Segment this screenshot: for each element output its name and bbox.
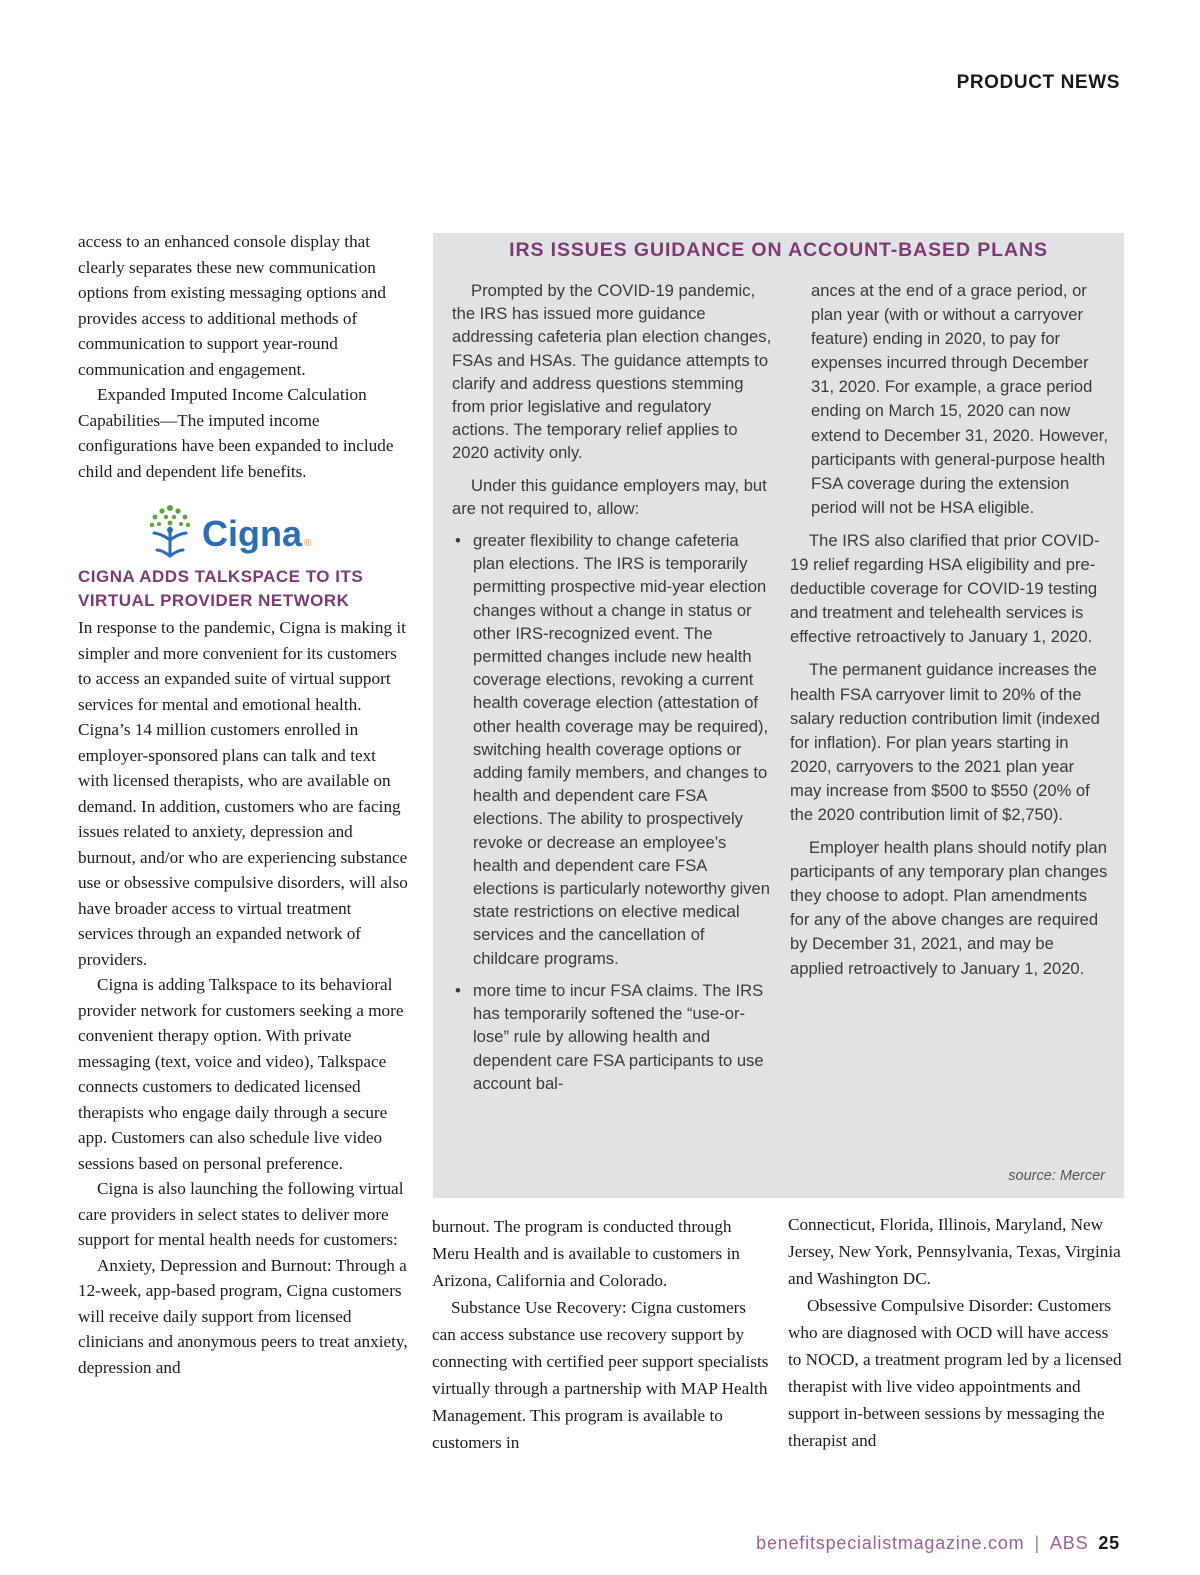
left-column-continued: [78, 229, 410, 484]
list-item-text: more time to incur FSA claims. The IRS has temporarily softened the “use-or-lose” rule by allowing health and dependent care FSA participants to use account bal-: [473, 980, 764, 1093]
paragraph: burnout. The program is conducted through Meru Health and is available to customers in Arizona, California and Colorado.: [432, 1217, 740, 1290]
footer-publication: ABS: [1049, 1533, 1089, 1553]
source-credit: source: Mercer: [1008, 1168, 1105, 1184]
paragraph: Connecticut, Florida, Illinois, Maryland, New Jersey, New York, Pennsylvania, Texas, Virginia and Washington DC.: [788, 1215, 1121, 1288]
page-footer: [756, 1533, 1120, 1554]
footer-separator: |: [1034, 1533, 1040, 1553]
paragraph: Obsessive Compulsive Disorder: Customers who are diagnosed with OCD will have access to NOCD, a treatment program led by a licensed therapist with live video appointments and support in-between sessions by messaging the therapist and: [788, 1296, 1122, 1450]
irs-sidebar-box: [433, 233, 1124, 1198]
irs-box-column-1: [452, 279, 772, 1104]
cigna-continued-column-2: [788, 1211, 1123, 1454]
paragraph: Cigna is adding Talkspace to its behavioral provider network for customers seeking a more convenient therapy option. With private messaging (text, voice and video), Talkspace connects customers to dedicated licensed therapists who engage daily through a secure app. Customers can also schedule live video sessions based on personal preference.: [78, 975, 404, 1173]
section-label: PRODUCT NEWS: [956, 72, 1120, 93]
cigna-continued-column-1: [432, 1213, 770, 1456]
paragraph: Substance Use Recovery: Cigna customers can access substance use recovery support by connecting with certified peer support specialists virtually through a partnership with MAP Health Management. This program is available to customers in: [432, 1298, 769, 1452]
irs-box-column-2: [790, 279, 1110, 990]
tree-of-life-icon: [140, 500, 320, 562]
paragraph: The IRS also clarified that prior COVID-19 relief regarding HSA eligibility and pre-deductible coverage for COVID-19 testing and treatment and telehealth services is effective retroactively to January 1, 2020.: [790, 530, 1100, 647]
paragraph: Prompted by the COVID-19 pandemic, the IRS has issued more guidance addressing cafeteria plan election changes, FSAs and HSAs. The guidance attempts to clarify and address questions stemming from prior legislative and regulatory actions. The temporary relief applies to 2020 activity only.: [452, 281, 772, 463]
cigna-article-body: [78, 615, 410, 1380]
paragraph: Under this guidance employers may, but are not required to, allow:: [452, 475, 767, 518]
bullet-icon: •: [455, 531, 461, 551]
registered-mark: ®: [304, 538, 312, 549]
bullet-list: [452, 529, 772, 1095]
irs-box-title: IRS ISSUES GUIDANCE ON ACCOUNT-BASED PLANS: [509, 239, 1048, 261]
cigna-article-heading: CIGNA ADDS TALKSPACE TO ITS VIRTUAL PROVIDER NETWORK: [78, 567, 364, 610]
list-item: [452, 979, 772, 1095]
list-item-text: greater flexibility to change cafeteria plan elections. The IRS is temporarily permitting prospective mid-year election changes without a change in status or other IRS-recognized event. The permitted changes include new health coverage elections, revoking a current health coverage election (attestation of other health coverage may be required), switching health coverage options or adding family members, and changes to health and dependent care FSA elections. The ability to prospectively revoke or decrease an employee’s health and dependent care FSA elections is particularly noteworthy given state restrictions on elective medical services and the cancellation of childcare programs.: [473, 531, 770, 968]
cigna-logo: [140, 500, 320, 562]
paragraph: Expanded Imputed Income Calculation Capabilities—The imputed income configurations have been expanded to include child and dependent life benefits.: [78, 385, 394, 481]
bullet-icon: •: [455, 980, 461, 1000]
paragraph: access to an enhanced console display that clearly separates these new communication options from existing messaging options and provides access to additional methods of communication to support year-round communication and engagement.: [78, 232, 386, 379]
paragraph: Employer health plans should notify plan participants of any temporary plan changes they choose to adopt. Plan amendments for any of the above changes are required by December 31, 2021, and may be applied retroactively to January 1, 2020.: [790, 838, 1108, 978]
paragraph: Anxiety, Depression and Burnout: Through a 12-week, app-based program, Cigna customers will receive daily support from licensed clinicians and anonymous peers to treat anxiety, depression and: [78, 1255, 408, 1377]
list-item: [452, 529, 772, 970]
footer-site: benefitspecialistmagazine.com: [756, 1533, 1025, 1553]
page-number: 25: [1098, 1533, 1120, 1553]
paragraph: Cigna is also launching the following virtual care providers in select states to deliver more support for mental health needs for customers:: [78, 1179, 404, 1249]
list-item-continuation: ances at the end of a grace period, or plan year (with or without a carryover feature) ending in 2020, to pay for expenses incurred through December 31, 2020. For example, a grace period ending on March 15, 2020 can now extend to December 31, 2020. However, participants with general-purpose health FSA coverage during the extension period will not be HSA eligible.: [811, 281, 1109, 517]
cigna-wordmark: Cigna: [202, 513, 303, 554]
paragraph: In response to the pandemic, Cigna is making it simpler and more convenient for its customers to access an expanded suite of virtual support services for mental and emotional health. Cigna’s 14 million customers enrolled in employer-sponsored plans can talk and text with licensed therapists, who are available on demand. In addition, customers who are facing issues related to anxiety, depression and burnout, and/or who are experiencing substance use or obsessive compulsive disorders, will also have broader access to virtual treatment services through an expanded network of providers.: [78, 618, 408, 969]
paragraph: The permanent guidance increases the health FSA carryover limit to 20% of the salary reduction contribution limit (indexed for inflation). For plan years starting in 2020, carryovers to the 2021 plan year may increase from $500 to $550 (20% of the 2020 contribution limit of $2,750).: [790, 660, 1100, 824]
